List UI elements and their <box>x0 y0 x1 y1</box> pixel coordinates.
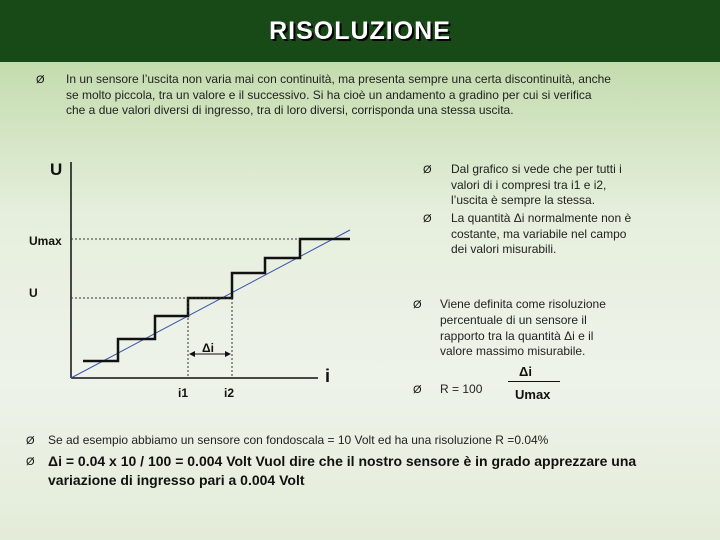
example-line-2 <box>48 452 713 490</box>
note-1-line-3: l’uscita è sempre la stessa. <box>451 193 596 208</box>
slide-title: RISOLUZIONE <box>269 16 451 45</box>
note-1-line-2: valori di i compresi tra i1 e i2, <box>451 177 607 192</box>
bullet-arrow-icon: Ø <box>36 74 45 86</box>
i2-label: i2 <box>224 386 235 400</box>
formula-denominator: Umax <box>515 387 551 402</box>
example-line-1: Se ad esempio abbiamo un sensore con fondoscala = 10 Volt ed ha una risoluzione R =0.04% <box>48 433 549 447</box>
staircase-line <box>83 239 350 361</box>
intro-line-2: se molto piccola, tra un valore e il successivo. Si ha cioè un andamento a gradino per cui si verifica <box>66 87 592 102</box>
intro-line-3: che a due valori diversi di ingresso, tra di loro diversi, corrisponda una stessa uscita. <box>66 103 514 117</box>
ideal-line <box>71 230 350 378</box>
note-3-line-1: Viene definita come risoluzione <box>440 297 606 311</box>
note-1-line-1: Dal grafico si vede che per tutti i <box>451 162 622 176</box>
fraction-bar <box>508 381 560 382</box>
note-3-line-4: valore massimo misurabile. <box>440 344 586 359</box>
example-line-2a: Δi = 0.04 x 10 / 100 = 0.004 Volt Vuol dire che il nostro sensore è in grado apprezzare una <box>48 453 637 469</box>
delta-arrow-right-head <box>225 351 231 357</box>
u-level-label: U <box>29 286 38 300</box>
intro-line-1: In un sensore l’uscita non varia mai con continuità, ma presenta sempre una certa discontinuità, anche <box>66 72 611 86</box>
x-axis-label: i <box>325 366 331 386</box>
note-2 <box>451 211 711 258</box>
note-2-line-1: La quantità Δi normalmente non è <box>451 211 632 225</box>
formula-numerator: Δi <box>519 364 532 379</box>
formula-lhs: R = 100 <box>440 382 483 396</box>
bullet-arrow-icon: Ø <box>26 435 35 447</box>
example-line-2b: variazione di ingresso pari a 0.004 Volt <box>48 472 305 488</box>
bullet-arrow-icon: Ø <box>423 164 432 176</box>
note-3-line-3: rapporto tra la quantità Δi e il <box>440 328 594 343</box>
umax-label: Umax <box>29 234 62 248</box>
note-3-line-2: percentuale di un sensore il <box>440 312 587 327</box>
bullet-arrow-icon: Ø <box>413 299 422 311</box>
bullet-arrow-icon: Ø <box>423 213 432 225</box>
i1-label: i1 <box>178 386 189 400</box>
note-2-line-2: costante, ma variabile nel campo <box>451 226 627 241</box>
note-3 <box>440 297 710 360</box>
y-axis-label: U <box>50 160 63 179</box>
bullet-arrow-icon: Ø <box>413 384 422 396</box>
bullet-arrow-icon: Ø <box>26 456 35 468</box>
delta-arrow-left-head <box>189 351 195 357</box>
note-2-line-3: dei valori misurabili. <box>451 242 557 257</box>
note-1 <box>451 162 711 209</box>
delta-i-label: Δi <box>202 341 214 355</box>
